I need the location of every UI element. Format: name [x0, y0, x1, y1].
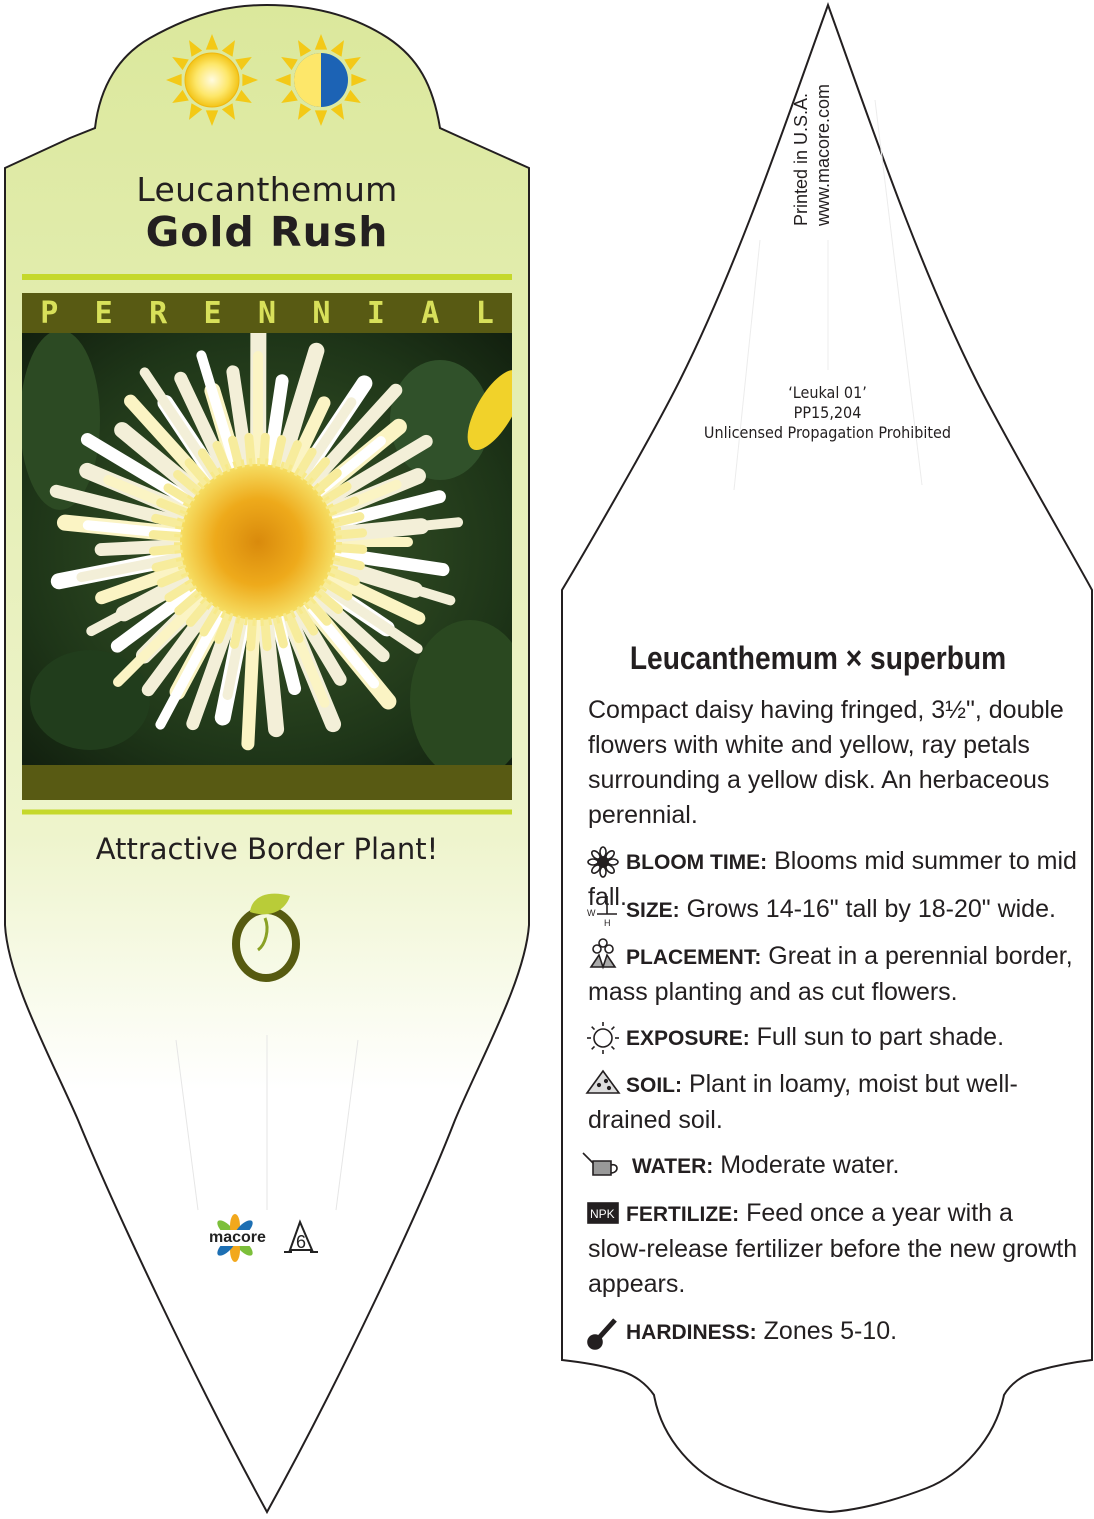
- care-row-water: WATER: Moderate water.: [632, 1151, 900, 1179]
- patent-number: PP15,204: [793, 403, 862, 422]
- category-letter: A: [421, 295, 440, 331]
- tagline: Attractive Border Plant!: [95, 832, 439, 866]
- brand-wordmark: macore: [209, 1229, 266, 1246]
- care-row-size: SIZE: Grows 14-16" tall by 18-20" wide.: [626, 895, 1056, 923]
- category-letter: L: [475, 295, 494, 331]
- plant-cultivar: Gold Rush: [145, 208, 389, 256]
- category-band: [22, 293, 512, 333]
- plant-genus: Leucanthemum: [136, 170, 398, 209]
- care-row-bloom: BLOOM TIME: Blooms mid summer to mid fall.: [588, 847, 1077, 911]
- plant-description: Compact daisy having fringed, 3½", double flowers with white and yellow, ray petals surrounding a yellow disk. An herbaceous perennial.: [588, 696, 1064, 829]
- care-row-fertilize: FERTILIZE: Feed once a year with a slow-release fertilizer before the new growth appears.: [588, 1199, 1078, 1298]
- category-letter: E: [203, 295, 222, 331]
- category-letter: I: [366, 295, 385, 331]
- svg-text:W: W: [587, 908, 596, 918]
- care-row-hardiness: HARDINESS: Zones 5-10.: [626, 1317, 898, 1345]
- category-letter: N: [312, 295, 331, 331]
- flower-photo: [20, 330, 533, 780]
- botanical-name: Leucanthemum × superbum: [629, 640, 1007, 676]
- care-row-soil: SOIL: Plant in loamy, moist but well-drained soil.: [588, 1070, 1018, 1134]
- category-letter: E: [94, 295, 113, 331]
- category-letter: R: [149, 295, 168, 331]
- care-row-placement: PLACEMENT: Great in a perennial border, mass planting and as cut flowers.: [588, 942, 1073, 1006]
- propagation-notice: Unlicensed Propagation Prohibited: [703, 423, 952, 442]
- category-letter: P: [40, 295, 59, 331]
- photo-bottom-band: [22, 765, 512, 800]
- printed-notice: [790, 84, 834, 226]
- website-line: www.macore.com: [813, 83, 833, 226]
- printed-line: Printed in U.S.A.: [791, 92, 811, 226]
- variety-code: ‘Leukal 01’: [788, 383, 867, 402]
- recycle-code: 6: [295, 1232, 306, 1252]
- care-row-exposure: EXPOSURE: Full sun to part shade.: [626, 1023, 1005, 1051]
- svg-text:NPK: NPK: [590, 1207, 615, 1221]
- svg-text:H: H: [604, 918, 611, 928]
- patent-block: [640, 383, 1015, 443]
- category-letter: N: [257, 295, 276, 331]
